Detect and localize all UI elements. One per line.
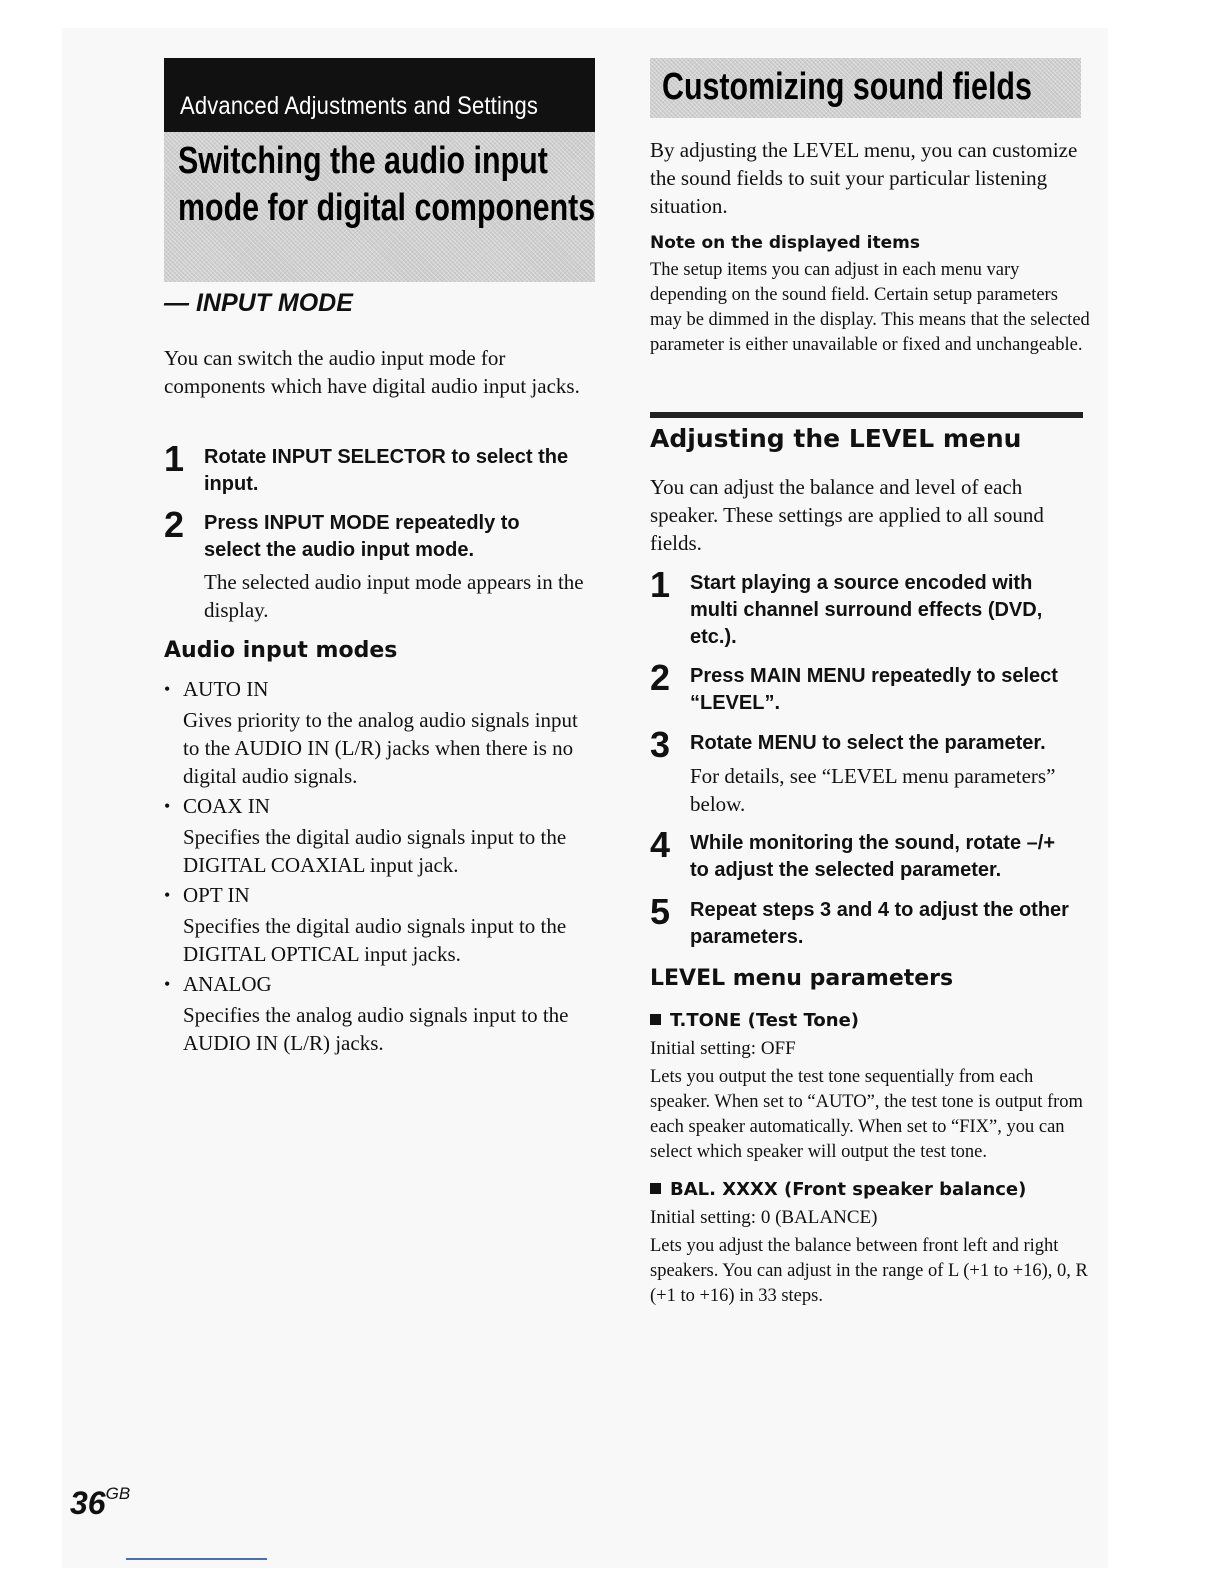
step-number: 4 (650, 824, 671, 865)
note-heading: Note on the displayed items (650, 233, 920, 253)
page-number-value: 36 (70, 1485, 106, 1521)
step-text: While monitoring the sound, rotate –/+ to adjust the selected parameter. (690, 832, 1056, 881)
page-number (70, 1484, 130, 1522)
step-number: 3 (650, 724, 671, 765)
mode-label: AUTO IN (183, 677, 269, 701)
param-heading (650, 1179, 1026, 1200)
section-heading: LEVEL menu parameters (650, 966, 954, 991)
section-title: Customizing sound fields (662, 66, 1032, 108)
section-band (164, 58, 595, 132)
param-initial-setting: Initial setting: OFF (650, 1038, 796, 1059)
intro-paragraph: You can switch the audio input mode for components which have digital audio input jacks. (164, 346, 580, 398)
bullet-dot: • (164, 679, 171, 699)
step-text: Rotate INPUT SELECTOR to select the input. (204, 446, 569, 495)
param-description: Lets you output the test tone sequentially from each speaker. When set to “AUTO”, the test tone is output from each speaker automatically. When set to “FIX”, you can select which speaker will output the test tone. (650, 1067, 1083, 1162)
bullet-dot: • (164, 885, 171, 905)
param-description: Lets you adjust the balance between front left and right speakers. You can adjust in the range of L (+1 to +16), 0, R (+1 to +16) in 33 steps. (650, 1236, 1088, 1306)
param-name: BAL. XXXX (Front speaker balance) (670, 1179, 1027, 1200)
step-text: Press MAIN MENU repeatedly to select “LEVEL”. (690, 665, 1058, 714)
page-suffix: GB (105, 1484, 131, 1503)
mode-description: Gives priority to the analog audio signals input to the AUDIO IN (L/R) jacks when there is no digital audio signals. (183, 708, 578, 788)
square-bullet-icon (650, 1183, 661, 1194)
step-number: 2 (164, 504, 185, 545)
mode-label: ANALOG (183, 972, 272, 996)
step-text: Press INPUT MODE repeatedly to select the audio input mode. (204, 512, 520, 561)
title-box-right (650, 58, 1081, 118)
param-heading (650, 1010, 859, 1031)
page-title: Switching the audio input mode for digital components (178, 140, 596, 229)
page-subtitle: — INPUT MODE (164, 289, 353, 317)
divider (650, 412, 1083, 418)
note-text: The setup items you can adjust in each menu vary depending on the sound field. Certain setup parameters may be dimmed in the display. This means that the selected parameter is either unavailable or fixed and unchangeable. (650, 260, 1090, 355)
mode-label: COAX IN (183, 794, 270, 818)
param-name: T.TONE (Test Tone) (670, 1010, 859, 1031)
step-text: Repeat steps 3 and 4 to adjust the other parameters. (690, 899, 1069, 948)
level-intro: You can adjust the balance and level of each speaker. These settings are applied to all sound fields. (650, 475, 1044, 555)
step-number: 1 (650, 564, 671, 605)
step-number: 2 (650, 657, 671, 698)
param-initial-setting: Initial setting: 0 (BALANCE) (650, 1207, 878, 1228)
mode-description: Specifies the digital audio signals input to the DIGITAL OPTICAL input jacks. (183, 914, 567, 966)
square-bullet-icon (650, 1014, 661, 1025)
mode-description: Specifies the digital audio signals input to the DIGITAL COAXIAL input jack. (183, 825, 567, 877)
bullet-dot: • (164, 796, 171, 816)
step-detail: For details, see “LEVEL menu parameters” below. (690, 764, 1056, 816)
step-number: 5 (650, 891, 671, 932)
section-band-label: Advanced Adjustments and Settings (180, 92, 539, 120)
mode-label: OPT IN (183, 883, 250, 907)
footer-rule (126, 1558, 267, 1560)
step-text: Start playing a source encoded with multi channel surround effects (DVD, etc.). (690, 572, 1043, 648)
step-number: 1 (164, 438, 185, 479)
step-detail: The selected audio input mode appears in the display. (204, 570, 584, 622)
mode-description: Specifies the analog audio signals input to the AUDIO IN (L/R) jacks. (183, 1003, 569, 1055)
bullet-dot: • (164, 974, 171, 994)
title-box-left (164, 132, 595, 282)
section-heading: Adjusting the LEVEL menu (650, 424, 1022, 453)
step-text: Rotate MENU to select the parameter. (690, 732, 1046, 754)
intro-paragraph: By adjusting the LEVEL menu, you can customize the sound fields to suit your particular listening situation. (650, 138, 1078, 218)
section-heading: Audio input modes (164, 638, 398, 663)
